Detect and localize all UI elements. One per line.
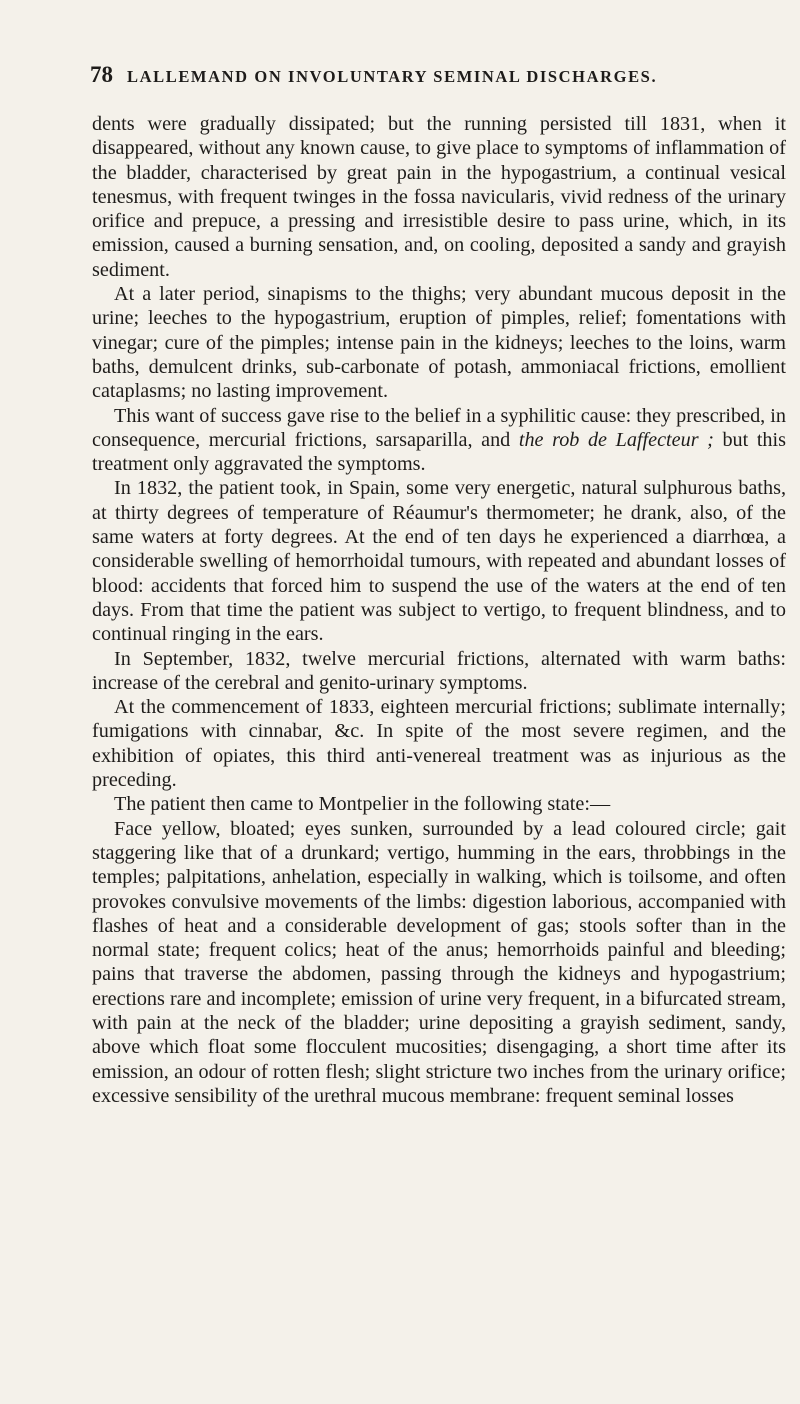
paragraph-symptoms: Face yellow, bloated; eyes sunken, surrounded by a lead coloured circle; gait staggering like that of a drunkard; vertigo, humming in the ears, throbbings in the temples; palpitations, anhelation, especially in walking, which is toilsome, and often provokes convulsive movements of the limbs: digestion laborious, accompanied with flashes of heat and a considerable development of gas; stools softer than in the normal state; frequent colics; heat of the anus; hemorrhoids painful and bleeding; pains that traverse the abdomen, passing through the kidneys and hypogastrium; erections rare and incomplete; emission of urine very frequent, in a bifurcated stream, with pain at the neck of the bladder; urine depositing a grayish sediment, sandy, above which float some flocculent mucosities; disengaging, a short time after its emission, an odour of rotten flesh; slight stricture two inches from the urinary orifice; excessive sensibility of the urethral mucous membrane: frequent seminal losses bbox=[92, 817, 786, 1107]
paragraph-september-1832: In September, 1832, twelve mercurial frictions, alternated with warm baths: increase of the cerebral and genito-urinary symptoms. bbox=[92, 647, 786, 694]
paragraph-text: This want of success gave rise to the belief in a syphilitic cause: they prescribed, in consequence, mercurial frictions, sarsaparilla, and bbox=[92, 404, 786, 451]
italic-remedy-name: the rob de Laffecteur ; bbox=[518, 428, 714, 451]
paragraph-spain-1832: In 1832, the patient took, in Spain, some very energetic, natural sulphurous baths, at thirty degrees of temperature of Réaumur's thermometer; he drank, also, of the same waters at forty degrees. At the end of ten days he experienced a diarrhœa, a considerable swelling of hemorrhoidal tumours, with repeated and abundant losses of blood: accidents that forced him to suspend the use of the waters at the end of ten days. From that time the patient was subject to vertigo, to frequent blindness, and to continual ringing in the ears. bbox=[92, 477, 786, 646]
paragraph-montpelier: The patient then came to Montpelier in the following state:— bbox=[114, 793, 611, 816]
running-title: LALLEMAND ON INVOLUNTARY SEMINAL DISCHARGES. bbox=[127, 67, 658, 86]
paragraph-later-period: At a later period, sinapisms to the thighs; very abundant mucous deposit in the urine; leeches to the hypogastrium, eruption of pimples, relief; fomentations with vinegar; cure of the pimples; intense pain in the kidneys; leeches to the loins, warm baths, demulcent drinks, sub-carbonate of potash, ammoniacal frictions, emollient cataplasms; no lasting improvement. bbox=[92, 283, 786, 403]
page-header bbox=[90, 62, 790, 88]
paragraph-1833: At the commencement of 1833, eighteen mercurial frictions; sublimate internally; fumigations with cinnabar, &c. In spite of the most severe regimen, and the exhibition of opiates, this third anti-venereal treatment was as injurious as the preceding. bbox=[92, 696, 786, 792]
paragraph-syphilitic-cause bbox=[92, 404, 786, 477]
body-text bbox=[92, 112, 786, 1108]
paragraph-text: but this treatment only aggravated the symptoms. bbox=[92, 428, 786, 476]
paragraph-continued: dents were gradually dissipated; but the running persisted till 1831, when it disappeared, without any known cause, to give place to symptoms of inflammation of the bladder, characterised by great pain in the hypogastrium, a continual vesical tenesmus, with frequent twinges in the fossa navicularis, vivid redness of the urinary orifice and prepuce, a pressing and irresistible desire to pass urine, which, in its emission, caused a burning sensation, and, on cooling, deposited a sandy and grayish sediment. bbox=[92, 113, 786, 281]
page-number: 78 bbox=[90, 62, 113, 87]
